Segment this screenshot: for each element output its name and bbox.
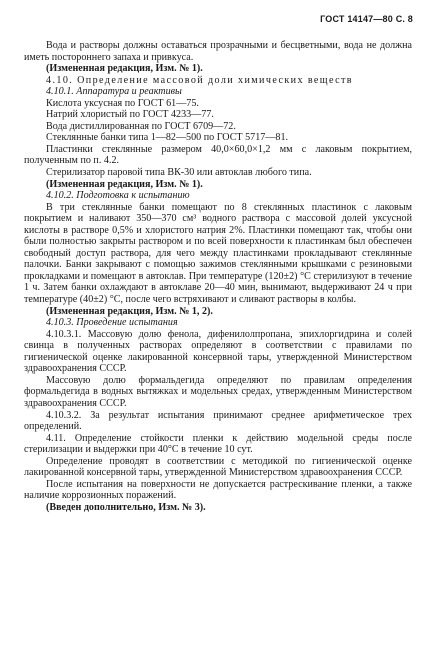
reagent-item: Стерилизатор паровой типа ВК-30 или автоклав любого типа. <box>46 167 312 179</box>
paragraph-method: Определение проводят в соответствии с методикой по гигиенической оценке лакированной консервной тары, утвержденной Министерством здравоохранения СССР. <box>24 455 412 479</box>
amendment-note: (Измененная редакция, Изм. № 1). <box>46 178 203 190</box>
paragraph-water-requirements: Вода и растворы должны оставаться прозрачными и бесцветными, вода не должна иметь постороннего запаха и привкуса. <box>24 40 412 63</box>
section-heading-4-10: 4.10. Определение массовой доли химических веществ <box>46 74 353 86</box>
standard-number: ГОСТ 14147—80 <box>320 14 393 24</box>
amendment-note: (Измененная редакция, Изм. № 1, 2). <box>46 305 213 317</box>
document-body <box>24 40 412 513</box>
amendment-note: (Введен дополнительно, Изм. № 3). <box>46 501 206 513</box>
amendment-note: (Измененная редакция, Изм. № 1). <box>46 63 203 75</box>
paragraph-4-10-3-1: 4.10.3.1. Массовую долю фенола, дифенилолпропана, эпихлоргидрина и солей свинца в полученных растворах определяют в соответствии с правилами по гигиенической оценке лакированной консервной тары, утвержденной Министерством здравоохранения СССР. <box>24 328 412 375</box>
paragraph-preparation: В три стеклянные банки помещают по 8 стеклянных пластинок с лаковым покрытием и наливают 350—370 см³ водного раствора с массовой долей уксусной кислоты в растворе 0,5% и хлористого натрия 2%. Пластинки помещают так, чтобы они были полностью закрыты раствором и по всей поверхности к пластинкам был обеспечен свободный доступ раствора, для чего между пластинками прокладывают стеклянные палочки. Банки закрывают с помощью зажимов стеклянными крышками с резиновыми прокладками и помещают в автоклав. При температуре (120±2) °С стерилизуют в течение 1 ч. Затем банки охлаждают в автоклаве 20—40 мин, вынимают, выдерживают 24 ч при температуре (40±2) °С, после чего встряхивают и сливают растворы в колбы. <box>24 201 412 306</box>
subsection-heading-4-10-2: 4.10.2. Подготовка к испытанию <box>46 190 190 202</box>
page-header <box>320 14 413 24</box>
subsection-heading-4-10-3: 4.10.3. Проведение испытания <box>46 317 178 329</box>
reagent-item: Вода дистиллированная по ГОСТ 6709—72. <box>46 120 236 132</box>
paragraph-formaldehyde: Массовую долю формальдегида определяют по правилам определения формальдегида в водных вытяжках и модельных средах, утвержденным Министерством здравоохранения СССР. <box>24 374 412 409</box>
reagent-item: Стеклянные банки типа 1—82—500 по ГОСТ 5717—81. <box>46 132 289 144</box>
paragraph-4-11: 4.11. Определение стойкости пленки к действию модельной среды после стерилизации и выдержки при 40°С в течение 10 сут. <box>24 432 412 456</box>
reagent-item: Натрий хлористый по ГОСТ 4233—77. <box>46 109 214 121</box>
paragraph-4-10-3-2: 4.10.3.2. За результат испытания принимают среднее арифметическое трех определений. <box>24 409 412 433</box>
reagent-item: Пластинки стеклянные размером 40,0×60,0×1,2 мм с лаковым покрытием, полученным по п. 4.2. <box>24 143 412 167</box>
subsection-heading-4-10-1: 4.10.1. Аппаратура и реактивы <box>46 86 182 98</box>
page-number: С. 8 <box>395 14 413 24</box>
reagent-item: Кислота уксусная по ГОСТ 61—75. <box>46 97 199 109</box>
paragraph-result: После испытания на поверхности не допускается растрескивание пленки, а также наличие коррозионных поражений. <box>24 478 412 502</box>
